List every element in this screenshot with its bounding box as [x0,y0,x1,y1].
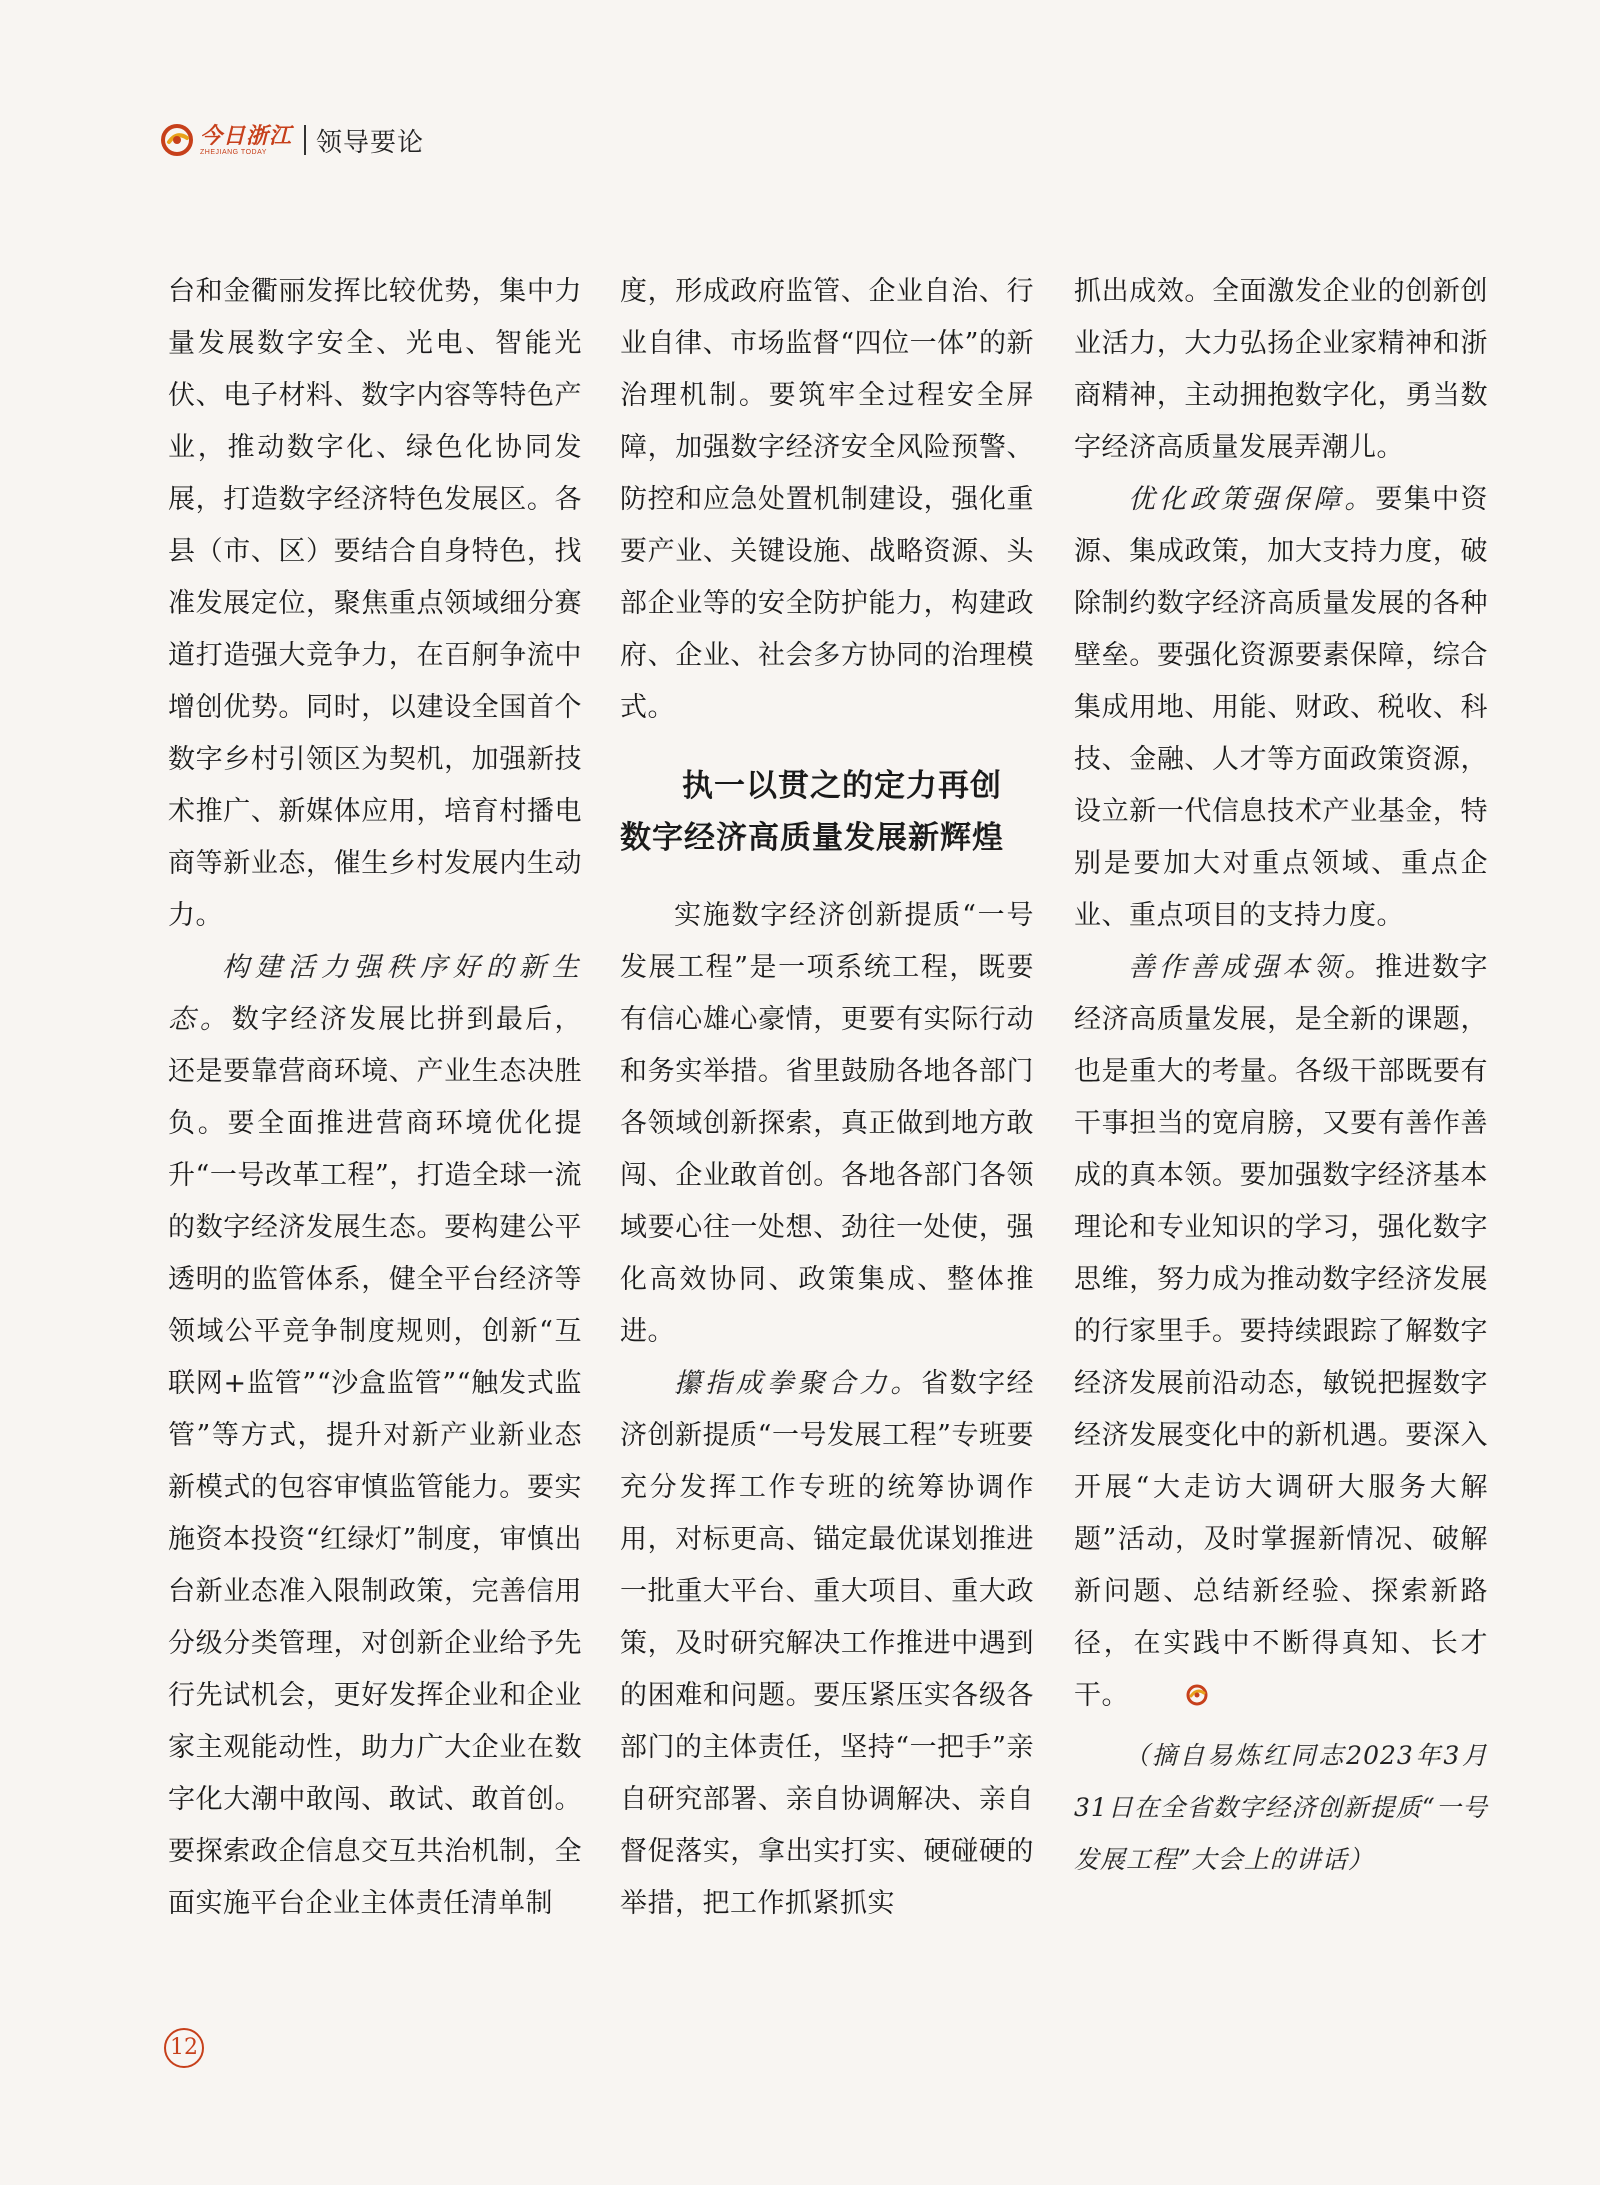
section-heading-line: 执一以贯之的定力再创 [682,768,1002,804]
section-label: 领导要论 [316,127,425,158]
paragraph-lead: 攥指成拳聚合力。 [674,1368,922,1399]
column-1 [168,266,582,1930]
logo-text: 今日浙江 [200,122,293,149]
logo-subtext: ZHEJIANG TODAY [200,148,267,156]
source-note: （摘自易炼红同志2023年3月31日在全省数字经济创新提质“一号发展工程”大会上的讲话） [1074,1741,1488,1874]
paragraph-body: 省数字经济创新提质“一号发展工程”专班要充分发挥工作专班的统筹协调作用，对标更高、锚定最优谋划推进一批重大平台、重大项目、重大政策，及时研究解决工作推进中遇到的困难和问题。要压紧压实各级各部门的主体责任，坚持“一把手”亲自研究部署、亲自协调解决、亲自督促落实，拿出实打实、硬碰硬的举措，把工作抓紧抓实 [620,1368,1035,1919]
page-number: 12 [164,2028,204,2068]
paragraph [168,942,582,1930]
header-divider [304,125,306,155]
end-mark-icon [1131,1673,1155,1697]
paragraph-body: 数字经济发展比拼到最后，还是要靠营商环境、产业生态决胜负。要全面推进营商环境优化提升“一号改革工程”，打造全球一流的数字经济发展生态。要构建公平透明的监管体系，健全平台经济等领域公平竞争制度规则，创新“互联网+监管”“沙盒监管”“触发式监管”等方式，提升对新产业新业态新模式的包容审慎监管能力。要实施资本投资“红绿灯”制度，审慎出台新业态准入限制政策，完善信用分级分类管理，对创新企业给予先行先试机会，更好发挥企业和企业家主观能动性，助力广大企业在数字化大潮中敢闯、敢试、敢首创。要探索政企信息交互共治机制，全面实施平台企业主体责任清单制 [168,1004,583,1919]
column-3 [1074,266,1488,1886]
paragraph-lead: 构建活力强秩序好的新生态。 [168,952,582,1035]
page-header [160,118,424,162]
paragraph-lead: 优化政策强保障。 [1128,484,1376,515]
section-heading [620,760,1034,864]
column-2 [620,266,1034,1930]
paragraph-lead: 善作善成强本领。 [1128,952,1376,983]
paragraph-body: 要集中资源、集成政策，加大支持力度，破除制约数字经济高质量发展的各种壁垒。要强化资源要素保障，综合集成用地、用能、财政、税收、科技、金融、人才等方面政策资源，设立新一代信息技术产业基金，特别是要加大对重点领域、重点企业、重点项目的支持力度。 [1074,484,1489,931]
paragraph: 实施数字经济创新提质“一号发展工程”是一项系统工程，既要有信心雄心豪情，更要有实际行动和务实举措。省里鼓励各地各部门各领域创新探索，真正做到地方敢闯、企业敢首创。各地各部门各领域要心往一处想、劲往一处使，强化高效协同、政策集成、整体推进。 [620,900,1034,1347]
zhejiang-today-logo-icon [160,123,194,157]
logo-brand [200,122,293,156]
paragraph: 抓出成效。全面激发企业的创新创业活力，大力弘扬企业家精神和浙商精神，主动拥抱数字化，勇当数字经济高质量发展弄潮儿。 [1074,276,1488,463]
paragraph: 台和金衢丽发挥比较优势，集中力量发展数字安全、光电、智能光伏、电子材料、数字内容等特色产业，推动数字化、绿色化协同发展，打造数字经济特色发展区。各县（市、区）要结合自身特色，找准发展定位，聚焦重点领域细分赛道打造强大竞争力，在百舸争流中增创优势。同时，以建设全国首个数字乡村引领区为契机，加强新技术推广、新媒体应用，培育村播电商等新业态，催生乡村发展内生动力。 [168,276,582,931]
paragraph [620,1358,1034,1930]
section-heading-line: 数字经济高质量发展新辉煌 [620,820,1004,856]
paragraph-body: 推进数字经济高质量发展，是全新的课题，也是重大的考量。各级干部既要有干事担当的宽肩膀，又要有善作善成的真本领。要加强数字经济基本理论和专业知识的学习，强化数字思维，努力成为推动数字经济发展的行家里手。要持续跟踪了解数字经济发展前沿动态，敏锐把握数字经济发展变化中的新机遇。要深入开展“大走访大调研大服务大解题”活动，及时掌握新情况、破解新问题、总结新经验、探索新路径，在实践中不断得真知、长才干。 [1074,952,1489,1711]
paragraph [1074,942,1488,1722]
paragraph [1074,474,1488,942]
paragraph: 度，形成政府监管、企业自治、行业自律、市场监督“四位一体”的新治理机制。要筑牢全过程安全屏障，加强数字经济安全风险预警、防控和应急处置机制建设，强化重要产业、关键设施、战略资源、头部企业等的安全防护能力，构建政府、企业、社会多方协同的治理模式。 [620,276,1034,723]
